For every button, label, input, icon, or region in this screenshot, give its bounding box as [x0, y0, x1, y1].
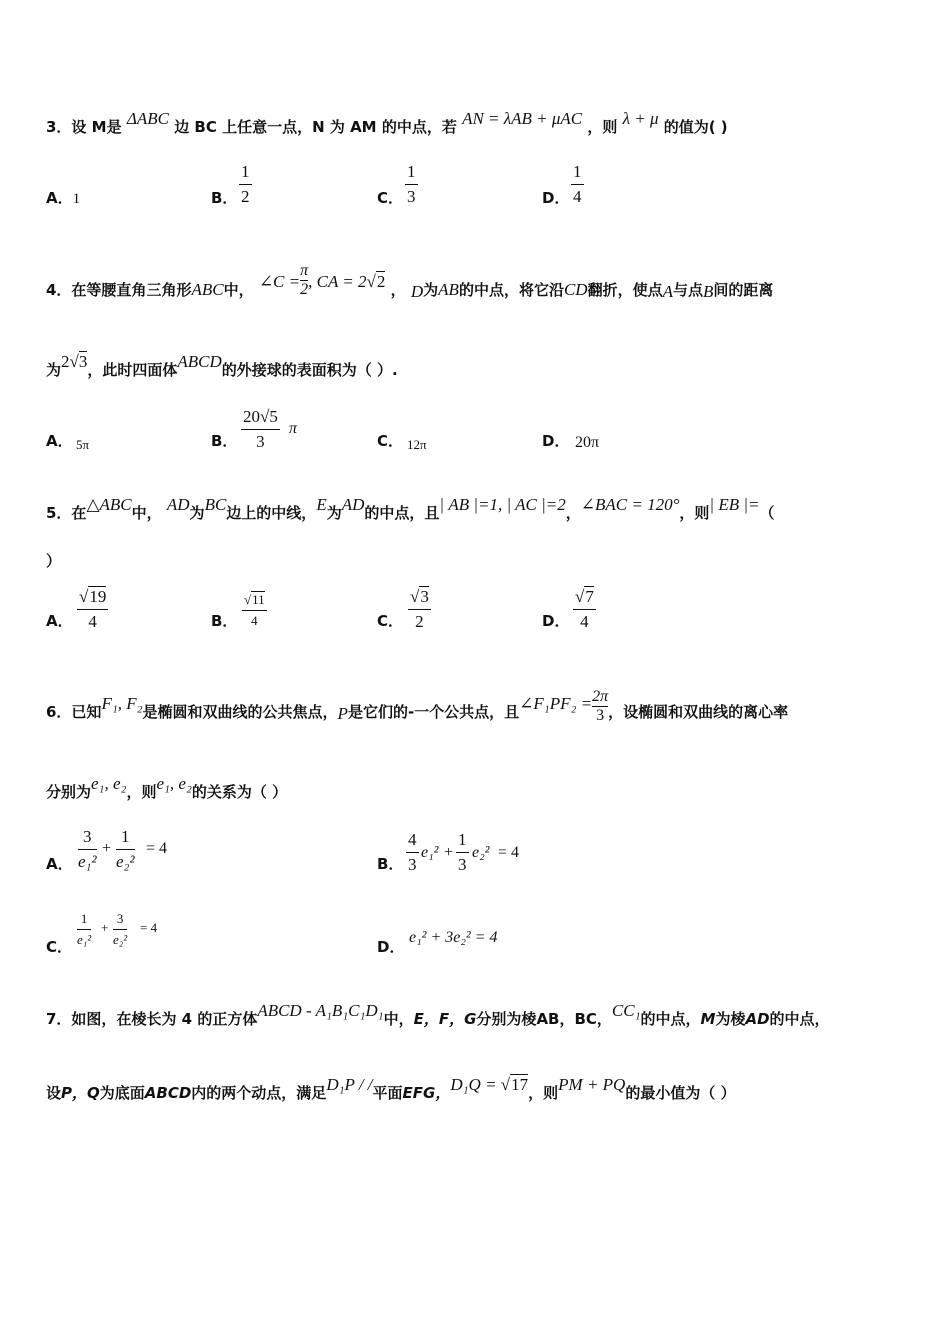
q5-option-b-label[interactable]: B． — [211, 612, 238, 630]
q6-option-c-frac2: $\frac{3}{\text{e₂²}}$ — [113, 911, 128, 947]
q4-option-a-value: 5π — [76, 437, 90, 452]
q5-option-d-label[interactable]: D． — [542, 612, 570, 630]
q6-option-c-plus: + — [101, 920, 109, 935]
q4-option-a-label[interactable]: A． — [46, 432, 73, 450]
q4-option-d-label[interactable]: D． — [542, 432, 570, 450]
question-6-stem-line1: 6．已知F₁, F₂是椭圆和双曲线的公共焦点，P是它们的-一个公共点，且∠F₁PF₂ = $\frac{2\pi}{3}$ ，设椭圆和双曲线的离心率 — [46, 688, 789, 724]
q5-option-b-fraction: $\frac{√11}{4}$ — [244, 592, 265, 628]
q6-option-c-label[interactable]: C． — [46, 938, 73, 956]
q6-option-b-rhs: = 4 — [498, 844, 520, 861]
question-4-stem-line1: 4．在等腰直角三角形ABC中， ∠C = $\frac{\pi}{2}$ , CA = 2√2 ， D为AB的中点，将它沿CD翻折，使点A与点B间的距离 — [46, 262, 774, 301]
q6-option-c-frac1: $\frac{1}{\text{e₁²}}$ — [77, 911, 92, 947]
question-5-stem-line1: 5．在△ABC中， AD为BC边上的中线，E为AD的中点，且| AB |=1, | AC |=2，∠BAC = 120°，则| EB |=（ — [46, 495, 775, 522]
q5-option-d-fraction: $\frac{√7}{4}$ — [575, 587, 594, 631]
q4-option-b-fraction: $\frac{20√5}{3}$ — [243, 407, 278, 451]
q3-option-b-label[interactable]: B． — [211, 189, 238, 207]
q4-option-c-label[interactable]: C． — [377, 432, 404, 450]
q6-option-b-var1: e₁² — [421, 844, 439, 861]
q6-option-b-label[interactable]: B． — [377, 855, 404, 873]
q3-option-a[interactable]: A．1 — [46, 189, 81, 207]
q6-option-d-expr: e₁² + 3e₂² = 4 — [409, 929, 498, 946]
q4-option-b-label[interactable]: B． — [211, 432, 238, 450]
question-3-stem: 3．设 M是 ΔABC 边 BC 上任意一点，N 为 AM 的中点，若 AN = λAB + μAC ，则 λ + μ 的值为( ) — [46, 109, 728, 136]
q5-option-c-fraction: $\frac{√3}{2}$ — [410, 587, 429, 631]
q3-option-c-fraction: $\frac{1}{3}$ — [407, 162, 416, 206]
q6-option-a-frac2: $\frac{1}{\text{e₂²}}$ — [116, 827, 135, 871]
q5-option-a-fraction: $\frac{√19}{4}$ — [79, 587, 107, 631]
q3-option-d-fraction: $\frac{1}{4}$ — [573, 162, 582, 206]
q6-option-a-label[interactable]: A． — [46, 855, 73, 873]
question-7-stem-line2: 设P，Q为底面ABCD内的两个动点，满足D₁P / /平面EFG，D₁Q = √17，则PM + PQ的最小值为（ ） — [46, 1075, 736, 1102]
question-4-stem-line2: 为2√3，此时四面体ABCD的外接球的表面积为（ ）. — [46, 352, 398, 379]
q6-option-a-frac1: $\frac{3}{\text{e₁²}}$ — [78, 827, 97, 871]
q5-option-c-label[interactable]: C． — [377, 612, 404, 630]
q6-option-d-label[interactable]: D． — [377, 938, 405, 956]
q3-option-b-fraction: $\frac{1}{2}$ — [241, 162, 250, 206]
q4-option-d-value: 20π — [575, 434, 600, 451]
q6-option-b-plus: + — [444, 844, 454, 861]
question-5-stem-line2: ） — [46, 552, 62, 570]
q4-option-c-value: 12π — [407, 437, 427, 452]
sqrt-sign: √ — [69, 352, 79, 371]
q5-option-a-label[interactable]: A． — [46, 612, 73, 630]
q6-option-a-plus: + — [102, 840, 112, 857]
q3-option-c-label[interactable]: C． — [377, 189, 404, 207]
q6-option-c-rhs: = 4 — [140, 920, 158, 935]
question-7-stem-line1: 7．如图，在棱长为 4 的正方体ABCD - A₁B₁C₁D₁中，E，F，G分别为棱AB，BC，CC₁的中点，M为棱AD的中点， — [46, 1001, 830, 1028]
q3-option-d-label[interactable]: D． — [542, 189, 570, 207]
question-6-stem-line2: 分别为e₁, e₂，则e₁, e₂的关系为（ ） — [46, 774, 288, 801]
q6-option-a-rhs: = 4 — [146, 840, 168, 857]
q6-option-b-frac1: $\frac{4}{3}$ — [408, 830, 417, 874]
q6-option-b-frac2: $\frac{1}{3}$ — [458, 830, 467, 874]
sqrt-sign: √ — [366, 272, 376, 291]
q4-option-b-pi: π — [289, 420, 298, 437]
q6-option-b-var2: e₂² — [472, 844, 490, 861]
